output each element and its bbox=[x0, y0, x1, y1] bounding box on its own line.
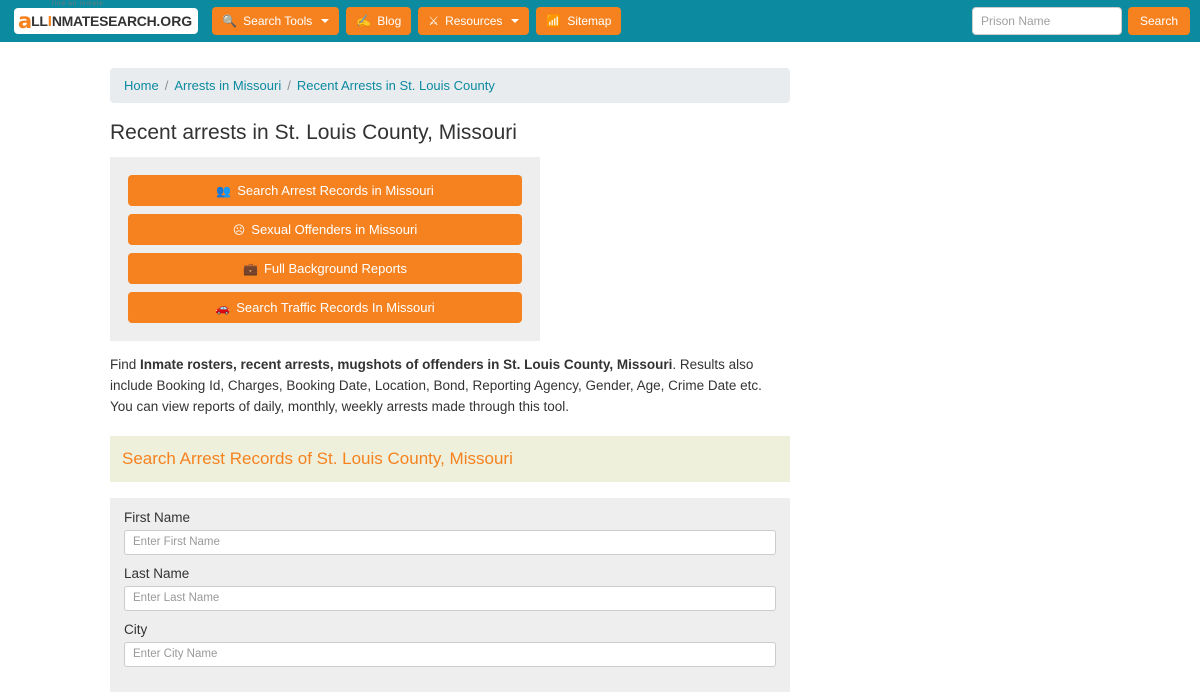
logo-letter-i: I bbox=[47, 12, 52, 30]
description-rest: . Results also include Booking Id, Charges, Booking Date, Location, Bond, Reporting Agency, Gender, Age, Crime Date etc. You can view reports of daily, monthly, weekly arrests made through this tool. bbox=[110, 357, 762, 414]
car-icon: 🚗 bbox=[215, 301, 231, 315]
breadcrumb bbox=[110, 68, 790, 103]
content-container bbox=[110, 68, 790, 692]
search-arrest-records-button[interactable] bbox=[128, 175, 522, 206]
button-label: Full Background Reports bbox=[263, 261, 408, 276]
site-logo[interactable] bbox=[10, 1, 198, 34]
logo-wordmark bbox=[14, 8, 198, 34]
page-title: Recent arrests in St. Louis County, Missouri bbox=[110, 121, 517, 144]
description-lead: Find bbox=[110, 357, 141, 372]
nav-button-label: Resources bbox=[445, 14, 503, 28]
page-content bbox=[0, 42, 1200, 692]
description-paragraph bbox=[110, 355, 782, 418]
logo-text-rest: NMATESEARCH bbox=[51, 13, 157, 29]
description-bold: Inmate rosters, recent arrests, mugshots of offenders in St. Louis County, Missouri bbox=[140, 357, 673, 372]
top-navbar bbox=[0, 0, 1200, 42]
nav-blog-button[interactable] bbox=[346, 7, 411, 35]
navbar-search-button[interactable]: Search bbox=[1128, 7, 1190, 35]
breadcrumb-state-link[interactable]: Arrests in Missouri bbox=[174, 78, 282, 93]
rss-icon: 📶 bbox=[546, 14, 562, 28]
button-label: Sexual Offenders in Missouri bbox=[251, 222, 418, 237]
breadcrumb-current-link[interactable]: Recent Arrests in St. Louis County bbox=[296, 78, 495, 93]
chevron-down-icon bbox=[321, 19, 329, 23]
arrest-search-form bbox=[110, 498, 790, 692]
nav-search-tools-button[interactable] bbox=[212, 7, 339, 35]
logo-text-org: .ORG bbox=[156, 13, 193, 29]
breadcrumb-home-link[interactable]: Home bbox=[124, 78, 159, 93]
nav-resources-button[interactable] bbox=[418, 7, 529, 35]
search-traffic-records-button[interactable] bbox=[128, 292, 522, 323]
last-name-label: Last Name bbox=[124, 565, 190, 581]
button-label: Search Traffic Records In Missouri bbox=[236, 300, 435, 315]
search-icon: 🔍 bbox=[222, 14, 238, 28]
nav-button-label: Sitemap bbox=[567, 14, 612, 28]
last-name-input[interactable] bbox=[124, 586, 776, 611]
logo-text-ll: LL bbox=[31, 13, 48, 29]
nav-button-label: Search Tools bbox=[243, 14, 313, 28]
nav-sitemap-button[interactable] bbox=[536, 7, 621, 35]
blog-icon: ✍ bbox=[356, 14, 372, 28]
full-background-reports-button[interactable] bbox=[128, 253, 522, 284]
frown-icon: ☹ bbox=[232, 223, 246, 237]
section-banner: Search Arrest Records of St. Louis County, Missouri bbox=[110, 436, 790, 482]
first-name-label: First Name bbox=[124, 509, 191, 525]
city-input[interactable] bbox=[124, 642, 776, 667]
chevron-down-icon bbox=[511, 19, 519, 23]
logo-letter-a: a bbox=[18, 8, 32, 33]
breadcrumb-separator: / bbox=[287, 78, 291, 93]
logo-tagline: find an inmate bbox=[52, 1, 104, 7]
button-label: Search Arrest Records in Missouri bbox=[237, 183, 434, 198]
briefcase-icon: 💼 bbox=[242, 262, 258, 276]
city-label: City bbox=[124, 621, 148, 637]
users-icon: 👥 bbox=[216, 184, 232, 198]
action-buttons-panel bbox=[110, 157, 540, 341]
breadcrumb-separator: / bbox=[164, 78, 169, 93]
prison-name-search-input[interactable] bbox=[972, 7, 1122, 35]
sexual-offenders-button[interactable] bbox=[128, 214, 522, 245]
nav-button-label: Blog bbox=[377, 14, 402, 28]
resources-icon: ⚔ bbox=[428, 14, 440, 28]
first-name-input[interactable] bbox=[124, 530, 776, 555]
navbar-search bbox=[972, 7, 1190, 35]
